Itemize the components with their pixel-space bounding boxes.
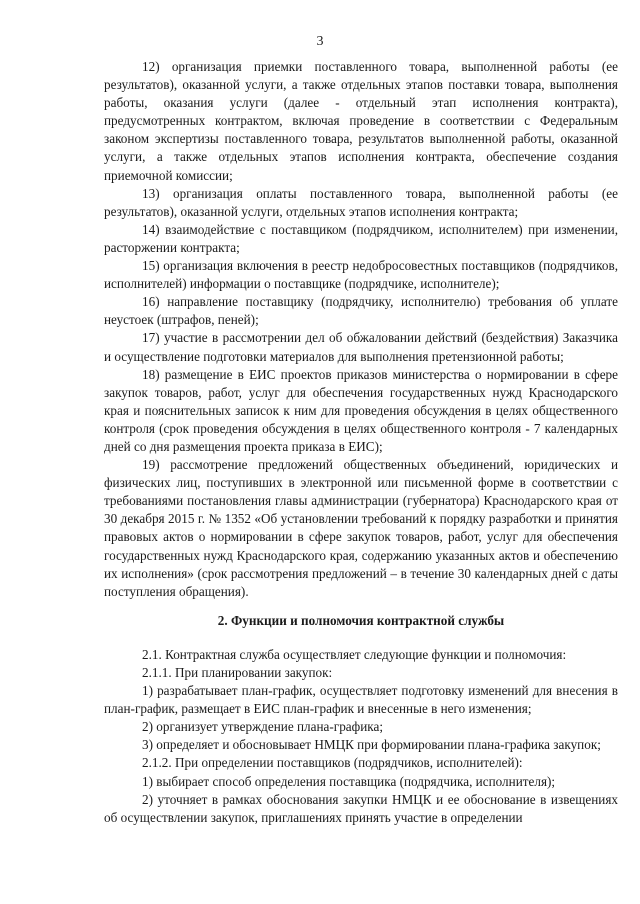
list-item: 19) рассмотрение предложений общественных объединений, юридических и физических лиц, поступивших в электронной или письменной форме в соответствии с требованиями постановления главы администрации (губернатора) Краснодарского края от 30 декабря 2015 г. № 1352 «Об установлении требований к порядку разработки и принятия правовых актов о нормировании в сфере закупок товаров, работ, услуг для обеспечения государственных нужд Краснодарского края, содержанию указанных актов и обеспечению их исполнения» (срок рассмотрения предложений – в течение 30 календарных дней с даты поступления обращения).: [104, 457, 618, 599]
section-heading: 2. Функции и полномочия контрактной службы: [217, 612, 505, 628]
page-number: 3: [316, 34, 324, 49]
list-item: 16) направление поставщику (подрядчику, исполнителю) требования об уплате неустоек (штрафов, пеней);: [104, 294, 618, 328]
list-item: 18) размещение в ЕИС проектов приказов министерства о нормировании в сфере закупок товаров, работ, услуг для обеспечения государственных нужд Краснодарского края и пояснительных записок к ним для проведения обсуждения в целях общественного контроля (срок проведения обсуждения в целях общественного контроля - 7 календарных дней со дня размещения проекта приказа в ЕИС);: [104, 366, 618, 454]
list-item: 15) организация включения в реестр недобросовестных поставщиков (подрядчиков, исполнителей) информации о поставщике (подрядчике, исполнителе);: [104, 258, 618, 292]
list-item: 1) выбирает способ определения поставщика (подрядчика, исполнителя);: [142, 773, 556, 789]
list-item: 2.1.2. При определении поставщиков (подрядчиков, исполнителей):: [142, 755, 523, 771]
list-item: 12) организация приемки поставленного товара, выполненной работы (ее результатов), оказанной услуги, а также отдельных этапов поставки товара, выполнения работы, оказания услуги (далее - отдельный этап исполнения контракта), предусмотренных контрактом, включая проведение в соответствии с Федеральным законом экспертизы поставленного товара, результатов выполненной работы, оказанной услуги, а также отдельных этапов исполнения контракта, обеспечение создания приемочной комиссии;: [104, 59, 618, 183]
list-item: 13) организация оплаты поставленного товара, выполненной работы (ее результатов), оказанной услуги, отдельных этапов исполнения контракта;: [104, 185, 618, 219]
list-item: 2) уточняет в рамках обоснования закупки НМЦК и ее обоснование в извещениях об осуществлении закупок, приглашениях принять участие в определении: [104, 791, 618, 825]
list-item: 1) разрабатывает план-график, осуществляет подготовку изменений для внесения в план-график, размещает в ЕИС план-график и внесенные в него изменения;: [104, 683, 618, 717]
list-item: 17) участие в рассмотрении дел об обжаловании действий (бездействия) Заказчика и осуществление подготовки материалов для выполнения претензионной работы;: [104, 330, 618, 364]
list-item: 14) взаимодействие с поставщиком (подрядчиком, исполнителем) при изменении, расторжении контракта;: [104, 221, 618, 255]
list-item: 2.1. Контрактная служба осуществляет следующие функции и полномочия:: [142, 646, 567, 662]
list-item: 2) организует утверждение плана-графика;: [142, 719, 383, 735]
list-item: 2.1.1. При планировании закупок:: [142, 665, 333, 680]
document-body: [104, 58, 618, 827]
list-item: 3) определяет и обосновывает НМЦК при формировании плана-графика закупок;: [142, 737, 601, 753]
